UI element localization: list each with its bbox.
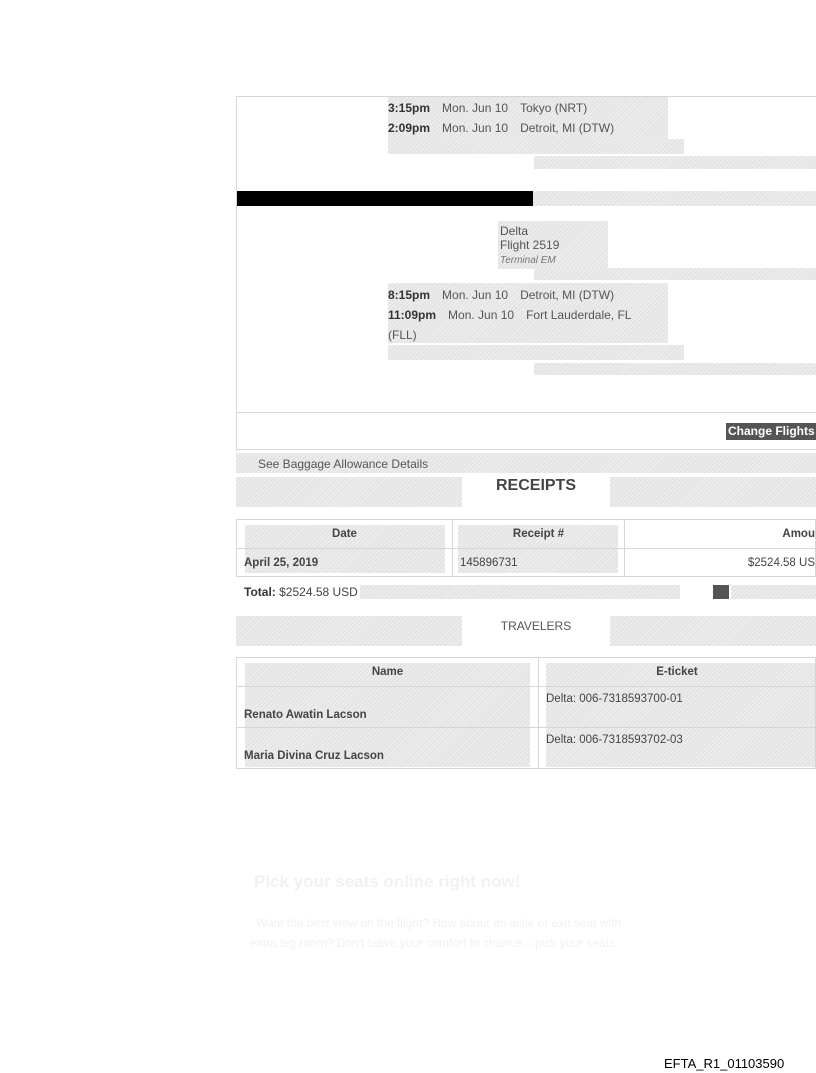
receipt-action-icon[interactable] [713, 585, 729, 599]
document-id: EFTA_R1_01103590 [664, 1056, 785, 1071]
receipts-table [236, 519, 816, 577]
column-header-receipt: Receipt # [453, 520, 625, 549]
flight-number: Flight 2519 [500, 238, 560, 252]
segment2-arrival-code: (FLL) [388, 328, 417, 342]
promo-title: Pick your seats online right now! [254, 872, 521, 891]
redaction-block [236, 477, 462, 507]
divider [236, 449, 816, 450]
redaction-block [360, 585, 680, 599]
traveler-name: Maria Divina Cruz Lacson [237, 728, 539, 769]
redaction-block [388, 139, 684, 154]
promo-text-line1: Want the best view on the flight? How about an aisle or exit seat with [256, 916, 622, 930]
column-header-name: Name [237, 658, 539, 687]
redaction-block [534, 363, 816, 375]
receipt-number: 145896731 [453, 549, 625, 577]
divider [236, 412, 816, 413]
receipts-header-row [237, 520, 816, 549]
redaction-block [534, 156, 816, 169]
receipts-heading: RECEIPTS [495, 477, 576, 494]
receipt-amount: $2524.58 US [625, 549, 816, 577]
segment1-departure: 3:15pm Mon. Jun 10 Tokyo (NRT) [388, 101, 588, 115]
baggage-allowance-link[interactable]: See Baggage Allowance Details [258, 457, 429, 471]
change-flights-button[interactable]: Change Flights [726, 423, 816, 440]
receipts-total: Total: $2524.58 USD [244, 585, 358, 599]
promo-text-line2: extra leg room? Don't leave your comfort to chance – pick your seats [250, 936, 616, 950]
redaction-block [533, 191, 816, 206]
receipt-date: April 25, 2019 [237, 549, 453, 577]
redaction-block [236, 616, 462, 646]
terminal-label: Terminal EM [500, 255, 556, 266]
travelers-header-row [237, 658, 816, 687]
table-row [237, 728, 816, 769]
column-header-eticket: E-ticket [539, 658, 816, 687]
column-header-amount: Amou [625, 520, 816, 549]
redaction-block [534, 268, 816, 280]
table-row [237, 549, 816, 577]
airline-name: Delta [500, 224, 529, 238]
travelers-table [236, 657, 816, 769]
redaction-block [610, 477, 816, 507]
travelers-heading: TRAVELERS [500, 619, 572, 633]
redaction-block [610, 616, 816, 646]
traveler-eticket: Delta: 006-7318593702-03 [539, 728, 816, 769]
table-row [237, 687, 816, 728]
segment2-departure: 8:15pm Mon. Jun 10 Detroit, MI (DTW) [388, 288, 615, 302]
segment1-arrival: 2:09pm Mon. Jun 10 Detroit, MI (DTW) [388, 121, 615, 135]
segment2-arrival: 11:09pm Mon. Jun 10 Fort Lauderdale, FL [388, 308, 632, 322]
redaction-bar [237, 191, 533, 206]
column-header-date: Date [237, 520, 453, 549]
traveler-eticket: Delta: 006-7318593700-01 [539, 687, 816, 728]
redaction-block [731, 585, 816, 599]
redaction-block [388, 345, 684, 360]
traveler-name: Renato Awatin Lacson [237, 687, 539, 728]
